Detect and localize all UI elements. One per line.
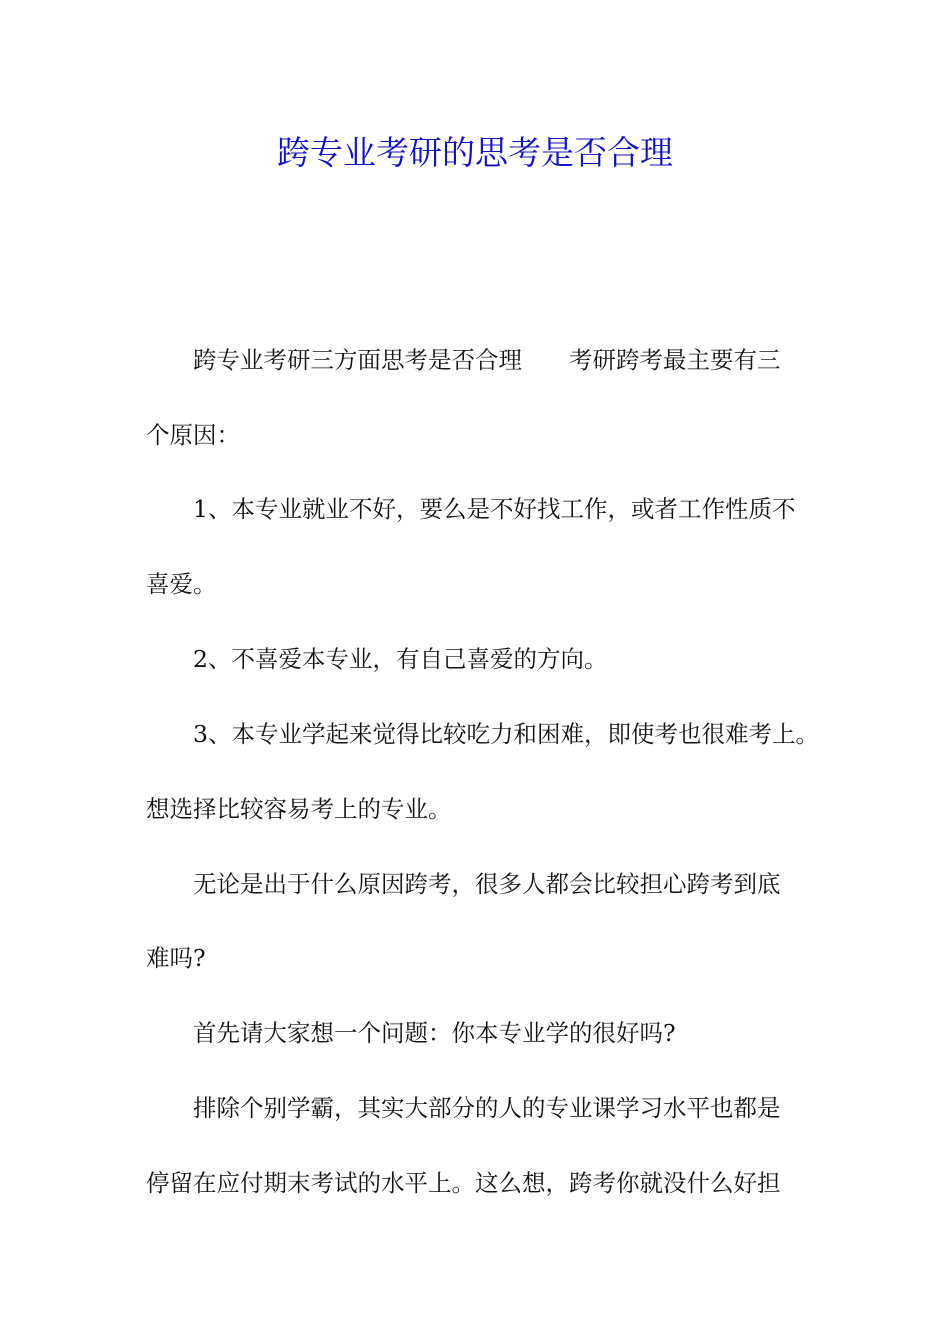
paragraph-line: 停留在应付期末考试的水平上。这么想，跨考你就没什么好担: [146, 1169, 781, 1197]
paragraph-line: 3、本专业学起来觉得比较吃力和困难，即使考也很难考上。: [193, 720, 819, 748]
paragraph-line: 个原因：: [146, 421, 240, 449]
paragraph-line: 无论是出于什么原因跨考，很多人都会比较担心跨考到底: [193, 870, 781, 898]
paragraph-line: 跨专业考研三方面思考是否合理 考研跨考最主要有三: [193, 346, 781, 374]
paragraph-line: 2、不喜爱本专业，有自己喜爱的方向。: [193, 645, 608, 673]
paragraph-line: 喜爱。: [146, 570, 217, 598]
paragraph-line: 难吗?: [146, 944, 206, 972]
paragraph-line: 首先请大家想一个问题：你本专业学的很好吗?: [193, 1019, 676, 1047]
paragraph-line: 排除个别学霸，其实大部分的人的专业课学习水平也都是: [193, 1094, 781, 1122]
document-title: 跨专业考研的思考是否合理: [277, 133, 673, 172]
paragraph-line: 1、本专业就业不好，要么是不好找工作，或者工作性质不: [193, 495, 796, 523]
paragraph-line: 想选择比较容易考上的专业。: [146, 795, 452, 823]
